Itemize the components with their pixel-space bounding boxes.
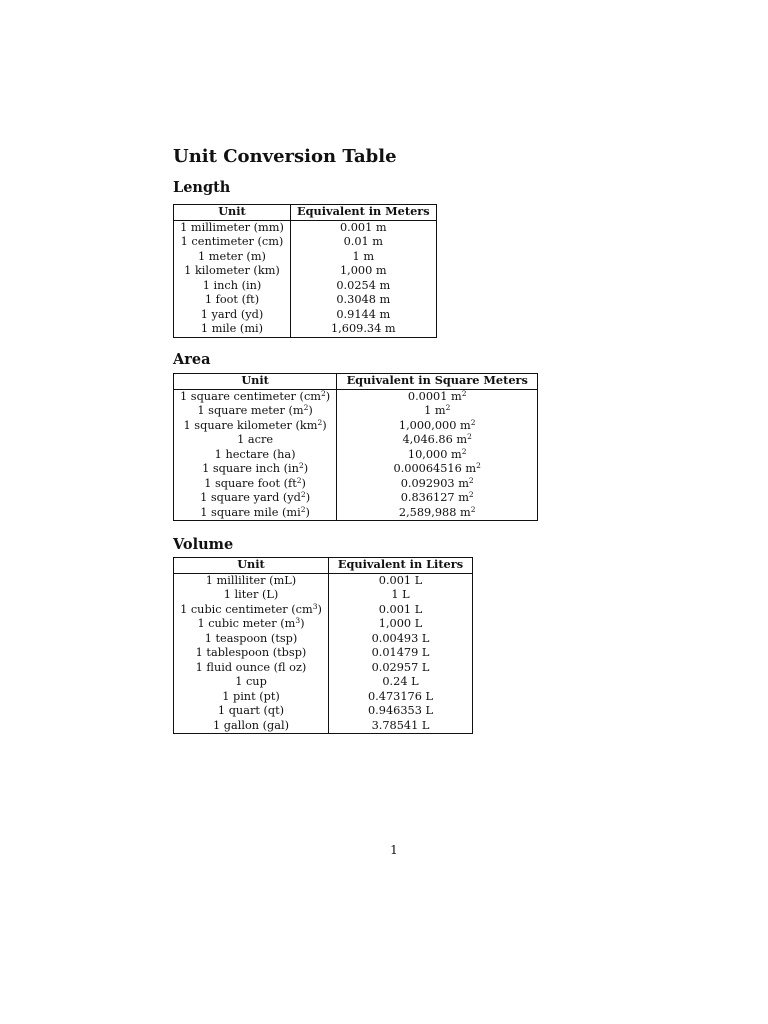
- column-header-unit: Unit: [174, 374, 337, 390]
- unit-exponent: 2: [298, 461, 304, 471]
- equivalent-cell: [337, 477, 538, 492]
- unit-text: 1 square mile (mi: [200, 505, 301, 519]
- unit-close-paren: ): [317, 602, 322, 616]
- table-row: [174, 322, 437, 337]
- unit-text: 1 square inch (in: [202, 462, 299, 476]
- unit-close-paren: ): [305, 505, 310, 519]
- unit-text: 1 cubic meter (m: [197, 617, 296, 631]
- unit-cell: [174, 646, 329, 661]
- unit-cell: [174, 573, 329, 588]
- unit-exponent: 2: [296, 475, 302, 485]
- table-row: [174, 462, 538, 477]
- equivalent-cell: [337, 404, 538, 419]
- table-row: [174, 279, 437, 294]
- equivalent-exponent: 2: [470, 504, 476, 514]
- equivalent-text: 10,000 m: [407, 447, 462, 461]
- equivalent-text: 1 L: [391, 588, 410, 602]
- unit-exponent: 3: [295, 616, 301, 626]
- unit-text: 1 square foot (ft: [204, 476, 297, 490]
- unit-text: 1 square kilometer (km: [183, 418, 318, 432]
- equivalent-cell: 0.9144 m: [291, 308, 437, 323]
- equivalent-text: 0.001 L: [378, 573, 423, 587]
- table-row: [174, 690, 473, 705]
- unit-cell: [174, 632, 329, 647]
- table-row: [174, 448, 538, 463]
- table-row: [174, 646, 473, 661]
- unit-cell: [174, 603, 329, 618]
- unit-close-paren: ): [325, 389, 331, 403]
- unit-cell: [174, 617, 329, 632]
- equivalent-exponent: 2: [467, 432, 472, 442]
- unit-exponent: 2: [317, 417, 323, 427]
- equivalent-cell: [337, 419, 538, 434]
- unit-text: 1 hectare (ha): [214, 447, 296, 461]
- table-row: [174, 235, 437, 250]
- column-header-equivalent: Equivalent in Meters: [291, 205, 437, 221]
- unit-cell: 1 millimeter (mm): [174, 220, 291, 235]
- equivalent-cell: [329, 573, 473, 588]
- table-row: [174, 433, 538, 448]
- equivalent-text: 0.473176 L: [368, 689, 433, 703]
- unit-text: 1 tablespoon (tbsp): [195, 646, 307, 660]
- unit-text: 1 square meter (m: [197, 404, 304, 418]
- table-row: [174, 220, 437, 235]
- column-header-unit: Unit: [174, 205, 291, 221]
- unit-cell: 1 inch (in): [174, 279, 291, 294]
- unit-exponent: 2: [321, 388, 326, 398]
- unit-cell: [174, 433, 337, 448]
- unit-text: 1 gallon (gal): [212, 718, 290, 732]
- unit-cell: [174, 719, 329, 734]
- equivalent-text: 0.01479 L: [371, 646, 430, 660]
- equivalent-text: 2,589,988 m: [398, 505, 471, 519]
- equivalent-cell: [329, 646, 473, 661]
- column-header-equivalent: Equivalent in Square Meters: [337, 374, 538, 390]
- table-header-row: [174, 205, 437, 221]
- unit-cell: [174, 419, 337, 434]
- table-row: [174, 293, 437, 308]
- equivalent-exponent: 2: [461, 446, 467, 456]
- page-number: 1: [390, 843, 398, 857]
- table-row: [174, 675, 473, 690]
- equivalent-text: 0.00493 L: [371, 631, 430, 645]
- area-table-body: [174, 389, 538, 521]
- equivalent-cell: [329, 704, 473, 719]
- unit-text: 1 acre: [237, 433, 274, 447]
- unit-text: 1 teaspoon (tsp): [204, 631, 298, 645]
- equivalent-cell: 1 m: [291, 250, 437, 265]
- unit-close-paren: ): [305, 491, 311, 505]
- equivalent-cell: 0.0254 m: [291, 279, 437, 294]
- table-row: [174, 661, 473, 676]
- unit-text: 1 pint (pt): [222, 689, 280, 703]
- equivalent-text: 0.946353 L: [368, 704, 433, 718]
- unit-exponent: 2: [300, 490, 306, 500]
- area-heading: Area: [173, 351, 211, 368]
- unit-exponent: 3: [312, 601, 318, 611]
- table-row: [174, 603, 473, 618]
- equivalent-text: 1,000,000 m: [398, 418, 471, 432]
- unit-cell: 1 centimeter (cm): [174, 235, 291, 250]
- unit-exponent: 2: [300, 504, 306, 514]
- equivalent-text: 3.78541 L: [371, 718, 430, 732]
- equivalent-cell: 1,000 m: [291, 264, 437, 279]
- length-heading: Length: [173, 179, 231, 196]
- column-header-equivalent: Equivalent in Liters: [329, 558, 473, 574]
- unit-cell: [174, 404, 337, 419]
- equivalent-cell: [337, 389, 538, 404]
- unit-text: 1 fluid ounce (fl oz): [195, 660, 307, 674]
- equivalent-cell: [337, 462, 538, 477]
- area-table: [173, 373, 538, 521]
- equivalent-text: 0.24 L: [382, 675, 419, 689]
- equivalent-cell: 0.3048 m: [291, 293, 437, 308]
- table-row: [174, 719, 473, 734]
- unit-cell: [174, 477, 337, 492]
- equivalent-cell: [329, 617, 473, 632]
- equivalent-cell: [337, 433, 538, 448]
- equivalent-text: 0.0001 m: [407, 389, 462, 403]
- unit-close-paren: ): [308, 404, 313, 418]
- table-row: [174, 477, 538, 492]
- table-row: [174, 704, 473, 719]
- equivalent-text: 4,046.86 m: [402, 433, 468, 447]
- table-row: [174, 419, 538, 434]
- unit-close-paren: ): [322, 418, 327, 432]
- unit-cell: [174, 462, 337, 477]
- unit-text: 1 cup: [235, 675, 267, 689]
- table-row: [174, 632, 473, 647]
- equivalent-cell: [329, 661, 473, 676]
- equivalent-cell: 0.001 m: [291, 220, 437, 235]
- table-row: [174, 389, 538, 404]
- equivalent-cell: [329, 690, 473, 705]
- equivalent-cell: 0.01 m: [291, 235, 437, 250]
- volume-table-body: [174, 573, 473, 734]
- equivalent-cell: [337, 491, 538, 506]
- unit-cell: [174, 448, 337, 463]
- equivalent-exponent: 2: [461, 388, 467, 398]
- equivalent-exponent: 2: [445, 403, 451, 413]
- equivalent-cell: [337, 506, 538, 521]
- equivalent-cell: 1,609.34 m: [291, 322, 437, 337]
- equivalent-text: 1,000 L: [378, 617, 423, 631]
- unit-text: 1 quart (qt): [217, 704, 285, 718]
- equivalent-text: 0.00064516 m: [393, 462, 477, 476]
- unit-cell: 1 yard (yd): [174, 308, 291, 323]
- equivalent-text: 0.02957 L: [371, 660, 430, 674]
- unit-cell: 1 foot (ft): [174, 293, 291, 308]
- unit-text: 1 milliliter (mL): [205, 573, 297, 587]
- unit-text: 1 square yard (yd: [200, 491, 301, 505]
- unit-cell: 1 kilometer (km): [174, 264, 291, 279]
- equivalent-text: 1 m: [424, 404, 446, 418]
- unit-text: 1 cubic centimeter (cm: [180, 602, 313, 616]
- unit-text: 1 square centimeter (cm: [180, 389, 321, 403]
- table-row: [174, 404, 538, 419]
- length-table: [173, 204, 437, 338]
- table-row: [174, 250, 437, 265]
- equivalent-cell: [329, 719, 473, 734]
- equivalent-exponent: 2: [468, 475, 474, 485]
- table-row: [174, 573, 473, 588]
- equivalent-exponent: 2: [468, 490, 474, 500]
- table-row: [174, 264, 437, 279]
- unit-cell: 1 mile (mi): [174, 322, 291, 337]
- equivalent-exponent: 2: [476, 461, 481, 471]
- equivalent-cell: [337, 448, 538, 463]
- table-row: [174, 506, 538, 521]
- equivalent-text: 0.001 L: [378, 602, 423, 616]
- table-row: [174, 588, 473, 603]
- volume-table: [173, 557, 473, 734]
- unit-cell: [174, 389, 337, 404]
- unit-close-paren: ): [301, 476, 306, 490]
- unit-close-paren: ): [303, 462, 309, 476]
- volume-heading: Volume: [173, 536, 234, 553]
- unit-cell: [174, 690, 329, 705]
- table-row: [174, 617, 473, 632]
- equivalent-cell: [329, 588, 473, 603]
- unit-cell: 1 meter (m): [174, 250, 291, 265]
- unit-exponent: 2: [303, 403, 309, 413]
- column-header-unit: Unit: [174, 558, 329, 574]
- page-title: Unit Conversion Table: [173, 146, 397, 167]
- unit-cell: [174, 675, 329, 690]
- equivalent-text: 0.836127 m: [400, 491, 469, 505]
- unit-close-paren: ): [300, 617, 305, 631]
- unit-text: 1 liter (L): [223, 588, 279, 602]
- table-header-row: [174, 374, 538, 390]
- equivalent-text: 0.092903 m: [400, 476, 469, 490]
- table-header-row: [174, 558, 473, 574]
- unit-cell: [174, 661, 329, 676]
- unit-cell: [174, 491, 337, 506]
- equivalent-cell: [329, 632, 473, 647]
- equivalent-cell: [329, 603, 473, 618]
- unit-cell: [174, 588, 329, 603]
- table-row: [174, 491, 538, 506]
- equivalent-cell: [329, 675, 473, 690]
- unit-cell: [174, 506, 337, 521]
- unit-cell: [174, 704, 329, 719]
- table-row: [174, 308, 437, 323]
- equivalent-exponent: 2: [470, 417, 476, 427]
